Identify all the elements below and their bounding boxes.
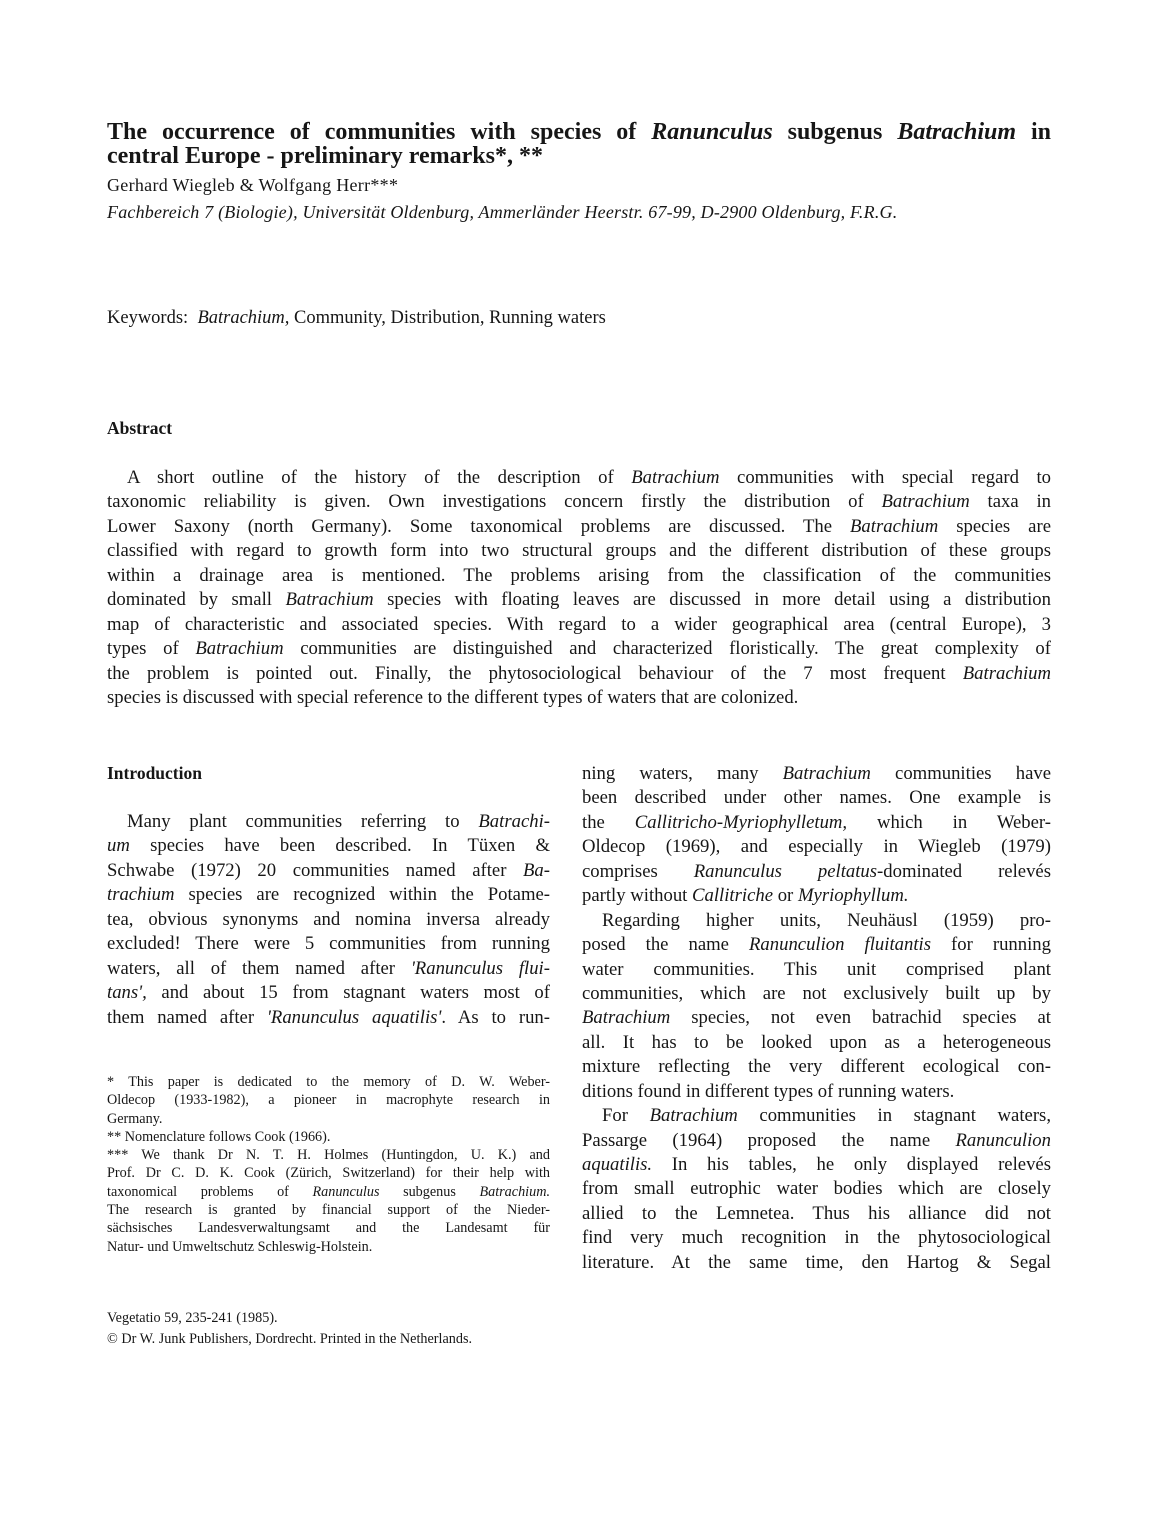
text-run: communities, which are not exclusively built up by [582,982,1051,1004]
italic-text: Batrachium [962,662,1051,684]
text-line [582,1226,1051,1250]
text-line [582,835,1051,859]
italic-text: Ranunculion [955,1129,1051,1151]
text-line [107,1128,550,1146]
text-run: Lower Saxony (north Germany). Some taxonomical problems are discussed. The [107,515,851,537]
text-run: species with floating leaves are discussed in more detail using a distribution [373,589,1051,611]
text-run: dominated by small [107,589,286,611]
text-run: subgenus [772,119,898,145]
paper-title [107,120,1051,169]
text-run: Oldecop (1933-1982), a pioneer in macrophyte research in [107,1092,550,1109]
text-line [582,1031,1051,1055]
italic-text: trachium [107,884,175,906]
text-run: allied to the Lemnetea. Thus his alliance did not [582,1202,1051,1224]
text-run: for running [931,934,1051,956]
text-run: types of [107,638,196,660]
text-line [582,1177,1051,1201]
text-line [582,1080,1051,1104]
text-line [107,981,550,1005]
text-run: Prof. Dr C. D. K. Cook (Zürich, Switzerland) for their help with [107,1165,550,1182]
text-line [107,662,1051,686]
text-run: mixture reflecting the very different ecological con- [582,1056,1051,1078]
italic-text: aquatilis. [582,1154,653,1175]
text-line [107,539,1051,563]
introduction-left-column [107,810,550,1030]
text-run: Schwabe (1972) 20 communities named after [107,859,524,881]
text-line [582,1153,1051,1177]
text-line [107,834,550,858]
italic-text: Batrachium [881,491,970,513]
text-line [582,860,1051,884]
text-line [582,1129,1051,1153]
text-run: the [582,811,635,833]
text-run: or [773,885,798,907]
text-run: communities are distinguished and characterized floristically. The great complexity of [283,638,1051,660]
text-line [107,957,550,981]
text-line [107,1183,550,1201]
text-run: tea, obvious synonyms and nomina inversa already [107,908,550,930]
text-line [107,1091,550,1109]
text-run: species are [938,515,1051,537]
italic-text: Ranunculion fluitantis [749,934,931,956]
keywords [107,308,606,329]
text-line [582,909,1051,933]
italic-text: Ba- [523,859,550,881]
text-line [107,1073,550,1091]
text-run: taxonomical problems of [107,1183,313,1200]
copyright: © Dr W. Junk Publishers, Dordrecht. Printed in the Netherlands. [107,1331,473,1347]
text-run: waters, all of them named after [107,957,411,979]
italic-text: Batrachium [195,638,284,660]
italic-text: Batrachium [649,1105,738,1127]
text-run: classified with regard to growth form into two structural groups and the different distribution of these groups [107,540,1051,562]
italic-text: Batrachium [631,467,720,488]
italic-text: Batrachium [850,515,939,537]
text-run: species are recognized within the Potame- [174,884,550,906]
abstract-heading: Abstract [107,418,173,438]
text-line [107,120,1051,144]
text-line [107,1146,550,1164]
introduction-heading: Introduction [107,763,202,783]
text-line [582,982,1051,1006]
italic-text: Batrachium [285,589,374,611]
text-run: In his tables, he only displayed relevés [652,1154,1051,1175]
text-run: communities in stagnant waters, [737,1105,1051,1127]
text-run: literature. At the same time, den Hartog & Segal [582,1251,1051,1273]
italic-text: Batrachium [897,119,1017,145]
introduction-right-column [582,762,1051,1275]
text-run: posed the name [582,934,749,956]
abstract-body [107,466,1051,710]
text-run: species is discussed with special reference to the different types of waters that are colonized. [107,686,799,708]
text-line [582,1104,1051,1128]
text-run: Natur- und Umweltschutz Schleswig-Holstein. [107,1238,373,1255]
text-run: taxonomic reliability is given. Own investigations concern firstly the distribution of [107,491,882,513]
text-line [582,786,1051,810]
text-line [107,1110,550,1128]
italic-text: Ranunculus peltatus [693,860,878,882]
journal-citation: Vegetatio 59, 235-241 (1985). [107,1310,278,1326]
text-line [107,810,550,834]
text-run: species have been described. In Tüxen & [129,835,550,857]
italic-text: 'Ranunculus flui- [410,957,550,979]
text-run: in [1016,119,1052,145]
text-line [107,1006,550,1030]
text-run: which in Weber- [847,811,1051,833]
text-run: excluded! There were 5 communities from running [107,933,550,955]
text-run: all. It has to be looked upon as a heterogeneous [582,1031,1051,1053]
text-run: comprises [582,860,694,882]
text-run: map of characteristic and associated species. With regard to a wider geographical area (central Europe), 3 [107,613,1051,635]
text-line [107,1164,550,1182]
text-line [107,144,1051,168]
text-line [107,1219,550,1237]
text-line [107,859,550,883]
text-run: . As to run- [441,1006,550,1028]
italic-text: Batrachi- [478,811,550,832]
footnotes [107,1073,550,1256]
text-line [107,466,1051,490]
text-line [582,1251,1051,1275]
keywords-items: Community, Distribution, Running waters [294,308,606,328]
text-run: Passarge (1964) proposed the name [582,1129,956,1151]
text-line [582,933,1051,957]
journal-info [107,1308,472,1350]
text-line [582,884,1051,908]
text-line [107,637,1051,661]
italic-text: Callitriche [692,885,774,907]
text-run: within a drainage area is mentioned. The problems arising from the classification of the communities [107,564,1051,586]
text-run: sächsisches Landesverwaltungsamt and the Landesamt für [107,1220,550,1237]
text-run: Many plant communities referring to [127,811,479,832]
text-line [107,564,1051,588]
text-run: been described under other names. One example is [582,787,1051,809]
italic-text: Myriophyllum. [797,885,909,907]
text-line [107,908,550,932]
italic-text: um [107,835,130,857]
text-line [582,1055,1051,1079]
text-run: taxa in [969,491,1051,513]
text-run: communities with special regard to [719,467,1051,488]
text-line [107,588,1051,612]
text-run: *** We thank Dr N. T. H. Holmes (Huntingdon, U. K.) and [107,1147,550,1164]
text-run: and about 15 from stagnant waters most of [146,982,550,1004]
text-line [107,932,550,956]
keywords-italic: Batrachium, [197,308,290,328]
text-line [107,490,1051,514]
text-run: A short outline of the history of the description of [127,467,632,488]
text-line [107,1238,550,1256]
text-run: For [602,1105,650,1127]
text-run: Regarding higher units, Neuhäusl (1959) pro- [602,909,1051,931]
text-run: communities have [870,763,1052,784]
text-run: Oldecop (1969), and especially in Wiegleb (1979) [582,836,1051,858]
authors: Gerhard Wiegleb & Wolfgang Herr*** [107,175,399,195]
keywords-label: Keywords: [107,308,189,328]
text-run: The research is granted by financial support of the Nieder- [107,1202,550,1219]
text-run: the problem is pointed out. Finally, the phytosociological behaviour of the 7 most frequent [107,662,963,684]
text-line [582,762,1051,786]
text-run: partly without [582,885,693,907]
text-run: ** Nomenclature follows Cook (1966). [107,1128,331,1145]
text-run: species, not even batrachid species at [670,1007,1051,1029]
italic-text: tans', [107,982,147,1004]
text-line [582,1006,1051,1030]
text-line [107,883,550,907]
text-run: The occurrence of communities with species of [107,119,652,145]
italic-text: Callitricho-Myriophylletum, [634,811,848,833]
text-run: -dominated relevés [877,860,1051,882]
text-line [582,1202,1051,1226]
text-run: Germany. [107,1110,163,1127]
text-run: ning waters, many [582,763,783,784]
text-run: subgenus [379,1183,480,1200]
text-line [107,1201,550,1219]
text-run: find very much recognition in the phytosociological [582,1227,1051,1249]
affiliation: Fachbereich 7 (Biologie), Universität Oldenburg, Ammerländer Heerstr. 67-99, D-2900 Oldenburg, F.R.G. [107,202,898,222]
text-run: * This paper is dedicated to the memory of D. W. Weber- [107,1074,550,1090]
text-run: water communities. This unit comprised plant [582,958,1051,980]
text-run: from small eutrophic water bodies which are closely [582,1178,1051,1200]
text-run: central Europe - preliminary remarks*, ** [107,143,543,170]
text-line [107,515,1051,539]
text-line [107,686,1051,710]
text-run: ditions found in different types of running waters. [582,1080,955,1102]
text-run: them named after [107,1006,267,1028]
italic-text: Batrachium [782,763,871,784]
italic-text: Ranunculus [651,119,773,145]
text-line [107,613,1051,637]
text-line [582,811,1051,835]
italic-text: Ranunculus [312,1183,380,1200]
text-line [582,958,1051,982]
italic-text: Batrachium. [479,1183,550,1200]
italic-text: 'Ranunculus aquatilis' [266,1006,442,1028]
italic-text: Batrachium [582,1007,671,1029]
